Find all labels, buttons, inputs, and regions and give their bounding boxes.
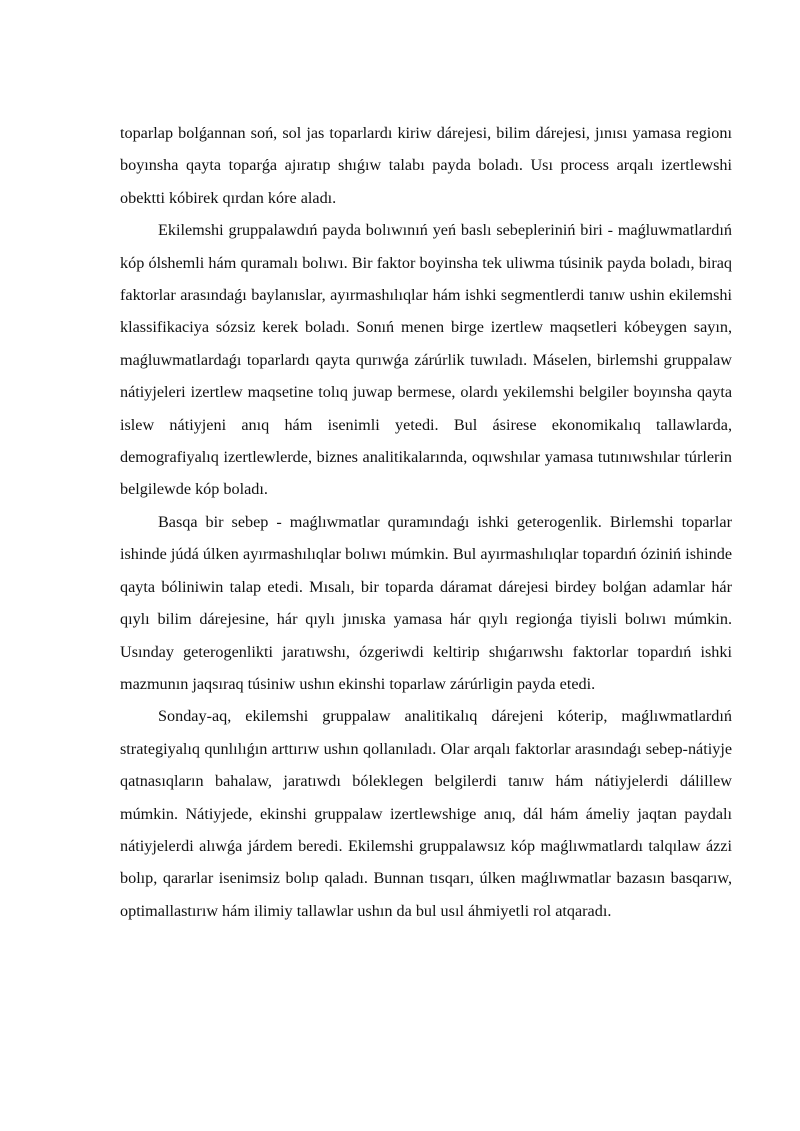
paragraph-continuation: toparlap bolǵannan soń, sol jas toparlardı kiriw dárejesi, bilim dárejesi, jınısı yamasa regionı boyınsha qayta toparǵa ajıratıp shıǵıw talabı payda boladı. Usı process arqalı izertlewshi obektti kóbirek qırdan kóre aladı. xyxy=(120,124,732,207)
paragraph-sonday-aq: Sonday-aq, ekilemshi gruppalaw analitikalıq dárejeni kóterip, maǵlıwmatlardıń strategiyalıq qunlılıǵın arttırıw ushın qollanıladı. Olar arqalı faktorlar arasındaǵı sebep-nátiyje qatnasıqların bahalaw, jaratıwdı bóleklegen belgilerdi tanıw hám nátiyjelerdi dálillew múmkin. Nátiyjede, ekinshi gruppalaw izertlewshige anıq, dál hám ámeliy jaqtan paydalı nátiyjelerdi alıwǵa járdem beredi. Ekilemshi gruppalawsız kóp maǵlıwmatlardı talqılaw ázzi bolıp, qararlar isenimsiz bolıp qaladı. Bunnan tısqarı, úlken maǵlıwmatlar bazasın basqarıw, optimallastırıw hám ilimiy tallawlar ushın da bul usıl áhmiyetli rol atqaradı. xyxy=(120,707,732,920)
paragraph-ekilemshi-sebepleri: Ekilemshi gruppalawdıń payda bolıwınıń yeń baslı sebepleriniń biri - maǵluwmatlardıń kóp ólshemli hám quramalı bolıwı. Bir faktor boyinsha tek uliwma túsinik payda boladı, biraq faktorlar arasındaǵı baylanıslar, ayırmashılıqlar hám ishki segmentlerdi tanıw ushin ekilemshi klassifikaciya sózsiz kerek boladı. Sonıń menen birge izertlew maqsetleri kóbeygen sayın, maǵluwmatlardaǵı toparlardı qayta qurıwǵa zárúrlik tuwıladı. Máselen, birlemshi gruppalaw nátiyjeleri izertlew maqsetine tolıq juwap bermese, olardı yekilemshi belgiler boyınsha qayta islew nátiyjeni anıq hám isenimli yetedi. Bul ásirese ekonomikalıq tallawlarda, demografiyalıq izertlewlerde, biznes analitikalarında, oqıwshılar yamasa tutınıwshılar túrlerin belgilewde kóp boladı. xyxy=(120,221,732,499)
paragraph-geterogenlik: Basqa bir sebep - maǵlıwmatlar quramındaǵı ishki geterogenlik. Birlemshi toparlar ishinde júdá úlken ayırmashılıqlar bolıwı múmkin. Bul ayırmashılıqlar topardıń óziniń ishinde qayta bóliniwin talap etedi. Mısalı, bir toparda dáramat dárejesi birdey bolǵan adamlar hár qıylı bilim dárejesine, hár qıylı jınıska yamasa hár qıylı regionǵa tiyisli bolıwı múmkin. Usınday geterogenlikti jaratıwshı, ózgeriwdi keltirip shıǵarıwshı faktorlar topardıń ishki mazmunın jaqsıraq túsiniw ushın ekinshi toparlaw zárúrligin payda etedi. xyxy=(120,512,732,693)
document-page xyxy=(120,117,732,927)
